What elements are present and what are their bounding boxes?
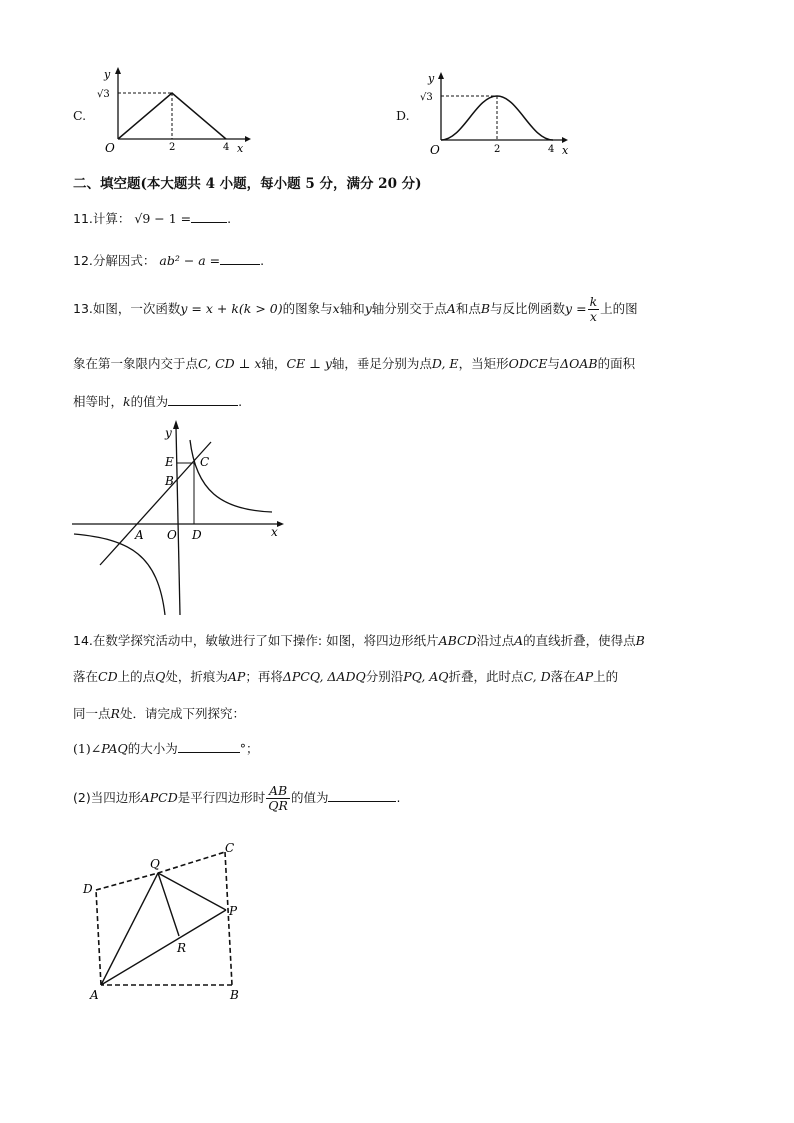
option-d-label: D. bbox=[396, 108, 410, 123]
q14-text: 的大小为 bbox=[127, 741, 178, 756]
q13-fraction-numerator: k bbox=[589, 294, 598, 309]
q14-text: 上的 bbox=[593, 669, 619, 684]
question-12 bbox=[73, 251, 264, 269]
graph-c-y-arrow bbox=[115, 67, 121, 74]
fig13-label-y: y bbox=[165, 426, 172, 440]
q12-end: . bbox=[260, 253, 265, 268]
fig14-side-cb bbox=[225, 852, 232, 985]
fig13-label-o: O bbox=[167, 528, 177, 542]
q13-fraction-denominator: x bbox=[589, 309, 597, 324]
q13-k: k bbox=[123, 394, 131, 409]
graph-d bbox=[418, 70, 578, 158]
q13-text: 相等时， bbox=[73, 394, 124, 409]
option-c-label: C. bbox=[73, 108, 87, 123]
q12-answer-blank[interactable] bbox=[220, 251, 260, 265]
q13-triangle: ΔOAB bbox=[560, 356, 598, 371]
q13-text: 的图象与 bbox=[282, 301, 333, 316]
q14-text: 处．请完成下列探究： bbox=[119, 706, 245, 721]
figure-14 bbox=[70, 835, 260, 1010]
q13-text: 的面积 bbox=[597, 356, 636, 371]
fig14-label-r: R bbox=[177, 941, 187, 955]
q14-text: 的值为 bbox=[290, 790, 329, 805]
fig14-label-a: A bbox=[90, 988, 99, 1002]
fig13-y-arrow bbox=[173, 420, 179, 429]
graph-d-x-tick-4: 4 bbox=[548, 144, 555, 155]
question-14-part-1 bbox=[73, 739, 259, 757]
q11-label: 11.计算： bbox=[73, 211, 131, 226]
q14-text: 上的点 bbox=[117, 669, 156, 684]
q13-text: 上的图 bbox=[600, 301, 638, 316]
fig13-hyperbola-q3 bbox=[74, 534, 165, 615]
q13-rectangle: ODCE bbox=[508, 356, 548, 371]
q14-fraction-numerator: AB bbox=[266, 784, 290, 799]
q14-text: 的直线折叠，使得点 bbox=[523, 633, 636, 648]
fig13-label-a: A bbox=[135, 528, 144, 542]
q14-fraction bbox=[266, 784, 290, 813]
q14-text: 同一点 bbox=[73, 706, 111, 721]
q14-part-1-answer-blank[interactable] bbox=[178, 739, 240, 753]
fig13-x-arrow bbox=[277, 521, 284, 527]
q14-text: 分别沿 bbox=[365, 669, 404, 684]
section-title: 二、填空题(本大题共 4 小题，每小题 5 分，满分 20 分) bbox=[73, 176, 422, 192]
graph-c-x-tick-2: 2 bbox=[169, 142, 176, 153]
q13-text: 与 bbox=[547, 356, 561, 371]
q13-point-a: A bbox=[446, 301, 456, 316]
graph-d-y-tick: √3 bbox=[420, 92, 433, 103]
q12-label: 12.分解因式： bbox=[73, 253, 156, 268]
fig13-label-d: D bbox=[192, 528, 202, 542]
q14-crease: AP bbox=[227, 669, 246, 684]
q13-text: 轴， bbox=[261, 356, 287, 371]
question-14-line-2 bbox=[73, 667, 618, 685]
q14-text: ；再将 bbox=[245, 669, 283, 684]
fig14-label-d: D bbox=[83, 882, 93, 896]
q13-answer-blank[interactable] bbox=[168, 392, 238, 406]
q13-fraction bbox=[588, 295, 600, 324]
q13-feet: D, E bbox=[431, 356, 459, 371]
graph-d-x-arrow bbox=[562, 137, 568, 143]
question-14-part-2 bbox=[73, 784, 400, 813]
q13-y: y bbox=[364, 301, 372, 316]
graph-d-x-label: x bbox=[562, 144, 569, 157]
question-13-line-3 bbox=[73, 392, 242, 410]
q13-text: 与反比例函数 bbox=[490, 301, 566, 316]
q13-text: ，当矩形 bbox=[458, 356, 509, 371]
q14-triangles: ΔPCQ, ΔADQ bbox=[282, 669, 366, 684]
question-13-line-1 bbox=[73, 295, 638, 324]
q13-end: . bbox=[238, 394, 243, 409]
q14-text: (2)当四边形 bbox=[73, 790, 141, 805]
graph-c-y-tick: √3 bbox=[97, 89, 110, 100]
fig13-label-c: C bbox=[200, 455, 210, 469]
fig14-side-ad bbox=[96, 890, 101, 985]
fig13-y-axis bbox=[176, 427, 180, 615]
q14-points-cd: C, D bbox=[523, 669, 551, 684]
q11-end: . bbox=[227, 211, 232, 226]
graph-c-origin: O bbox=[105, 141, 115, 155]
q13-text: 的值为 bbox=[130, 394, 169, 409]
q13-point-b: B bbox=[480, 301, 491, 316]
fig13-label-x: x bbox=[271, 525, 278, 539]
graph-c-x-label: x bbox=[237, 142, 244, 155]
q13-text: 轴，垂足分别为点 bbox=[331, 356, 432, 371]
graph-c-x-arrow bbox=[245, 136, 251, 142]
q13-linear-function: y = x + k(k > 0) bbox=[180, 301, 283, 316]
q14-fraction-denominator: QR bbox=[268, 798, 288, 813]
q14-fold-lines: PQ, AQ bbox=[403, 669, 449, 684]
fig13-label-e: E bbox=[165, 455, 174, 469]
q14-point-b: B bbox=[635, 633, 645, 648]
graph-d-x-tick-2: 2 bbox=[494, 144, 501, 155]
q13-x: x bbox=[332, 301, 340, 316]
question-14-line-3 bbox=[73, 704, 245, 722]
q14-text: 折叠，此时点 bbox=[448, 669, 524, 684]
q14-point-r: R bbox=[110, 706, 120, 721]
fig14-side-dc bbox=[96, 852, 225, 890]
figure-13 bbox=[70, 415, 290, 615]
q14-quad: ABCD bbox=[438, 633, 477, 648]
q14-ap: AP bbox=[575, 669, 594, 684]
q14-cd: CD bbox=[98, 669, 118, 684]
fig14-label-c: C bbox=[225, 841, 235, 855]
graph-c-y-label: y bbox=[104, 68, 111, 81]
q14-text: 沿过点 bbox=[476, 633, 515, 648]
fig13-label-b: B bbox=[165, 474, 174, 488]
q11-answer-blank[interactable] bbox=[191, 209, 227, 223]
q14-part-1-number: (1) bbox=[73, 741, 91, 756]
q14-text: 14.在数学探究活动中，敏敏进行了如下操作: 如图，将四边形纸片 bbox=[73, 633, 439, 648]
q14-text: 落在 bbox=[73, 669, 99, 684]
q13-text: 轴分别交于点 bbox=[371, 301, 447, 316]
q14-point-q: Q bbox=[155, 669, 166, 684]
q11-expr: √9 − 1 = bbox=[134, 211, 192, 226]
fig14-label-b: B bbox=[230, 988, 239, 1002]
q13-cd-perp: C, CD ⊥ x bbox=[198, 356, 262, 371]
q14-part-2-answer-blank[interactable] bbox=[328, 788, 396, 802]
graph-c bbox=[95, 64, 255, 156]
q13-text: 和点 bbox=[455, 301, 481, 316]
graph-d-y-arrow bbox=[438, 72, 444, 79]
question-14-line-1 bbox=[73, 631, 645, 649]
q14-point-a: A bbox=[514, 633, 524, 648]
q12-expr: ab² − a = bbox=[159, 253, 221, 268]
q13-ce-perp: CE ⊥ y bbox=[286, 356, 332, 371]
graph-d-y-label: y bbox=[428, 72, 435, 85]
q13-text: 13.如图，一次函数 bbox=[73, 301, 181, 316]
question-11 bbox=[73, 209, 231, 227]
q14-text: 是平行四边形时 bbox=[177, 790, 266, 805]
graph-d-origin: O bbox=[430, 143, 440, 157]
fig14-label-q: Q bbox=[150, 857, 160, 871]
graph-c-x-tick-4: 4 bbox=[223, 142, 230, 153]
question-13-line-2 bbox=[73, 354, 635, 372]
q14-text: 处，折痕为 bbox=[165, 669, 228, 684]
q14-angle: ∠PAQ bbox=[90, 741, 128, 756]
q13-text: 轴和 bbox=[339, 301, 365, 316]
q14-parallelogram: APCD bbox=[140, 790, 178, 805]
q14-text: °； bbox=[239, 741, 259, 756]
q14-text: 落在 bbox=[550, 669, 576, 684]
q13-inverse-function: y = bbox=[565, 301, 587, 316]
q13-text: 象在第一象限内交于点 bbox=[73, 356, 199, 371]
fig14-label-p: P bbox=[229, 904, 238, 918]
q14-end: . bbox=[396, 790, 401, 805]
